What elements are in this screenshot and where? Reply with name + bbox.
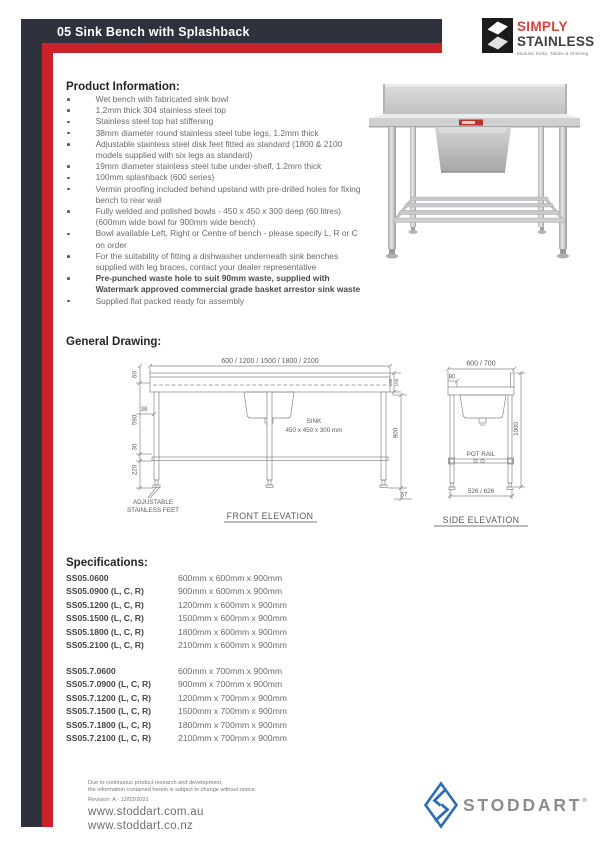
spec-size: 600mm x 600mm x 900mm	[178, 573, 283, 583]
dim-37: 37	[400, 491, 408, 499]
spec-row	[66, 613, 386, 626]
product-info-list	[66, 94, 368, 307]
spec-size: 1800mm x 600mm x 900mm	[178, 626, 287, 637]
bullet-dot-icon	[67, 98, 70, 101]
spec-row	[66, 693, 386, 706]
feet-label-2: STAINLESS FEET	[126, 507, 180, 514]
logo-tagline: Modular Sinks, Tables & Shelving	[517, 50, 589, 56]
sink-size-label: 450 x 450 x 300 mm	[285, 427, 343, 434]
spec-row	[66, 733, 386, 746]
dim-100: 100	[388, 378, 393, 387]
bullet-text: 100mm splashback (600 series)	[95, 172, 215, 183]
spec-size: 2100mm x 700mm x 900mm	[178, 732, 287, 743]
bullet-dot-icon	[67, 165, 70, 168]
bullet-text: For the suitability of fitting a dishwasher underneath sink benches supplied with leg braces, contact your dealer representative	[95, 250, 339, 273]
front-width-dim: 600 / 1200 / 1500 / 1800 / 2100	[221, 358, 319, 365]
bullet-dot-icon	[67, 233, 70, 236]
bullet-item	[66, 296, 368, 307]
bullet-dot-icon	[67, 300, 70, 303]
spec-model: SS05.1500 (L, C, R)	[66, 613, 144, 624]
spec-size: 1500mm x 600mm x 900mm	[178, 613, 287, 624]
bullet-dot-icon	[67, 143, 70, 146]
spec-group-700	[66, 666, 386, 746]
bullet-item	[66, 128, 368, 139]
bullet-item	[66, 161, 368, 172]
dim-80: 80	[448, 374, 456, 381]
spec-size: 1500mm x 700mm x 900mm	[178, 706, 287, 717]
bullet-item	[66, 206, 368, 228]
spec-model: SS05.0600	[66, 573, 109, 583]
spec-row	[66, 666, 386, 679]
dim-150: 150	[394, 378, 399, 387]
dim-60: 60	[131, 371, 139, 378]
spec-model: SS05.2100 (L, C, R)	[66, 639, 144, 650]
bullet-item	[66, 116, 368, 127]
stoddart-brand-text: STODDART	[463, 795, 583, 815]
dim-900: 900	[392, 427, 400, 439]
bullet-item	[66, 273, 368, 295]
spec-model: SS05.7.0600	[66, 666, 116, 676]
bullet-item	[66, 184, 368, 206]
stoddart-logo-icon	[422, 781, 460, 829]
bullet-text: Wet bench with fabricated sink bowl	[95, 94, 229, 104]
bullet-item	[66, 94, 368, 105]
spec-model: SS05.0900 (L, C, R)	[66, 586, 144, 597]
spec-model: SS05.7.1800 (L, C, R)	[66, 719, 152, 730]
bullet-dot-icon	[67, 177, 70, 180]
general-drawing	[60, 352, 595, 535]
footer-disclaimer	[88, 780, 256, 795]
revision-note: Revision: A - 12/03/2021	[88, 797, 149, 803]
general-drawing-heading: General Drawing:	[66, 336, 162, 348]
left-red-stripe	[42, 43, 53, 827]
bullet-dot-icon	[67, 109, 70, 112]
product-photo	[362, 72, 597, 280]
spec-size: 900mm x 700mm x 900mm	[178, 679, 283, 690]
bullet-text: Supplied flat packed ready for assembly	[95, 295, 245, 306]
spec-row	[66, 627, 386, 640]
bullet-dot-icon	[67, 188, 70, 191]
dim-526-626: 526 / 626	[467, 488, 495, 495]
spec-row	[66, 640, 386, 653]
bullet-text: Bowl available Left, Right or Centre of bench - please specify L, R or C on order	[95, 228, 358, 250]
spec-model: SS05.7.1200 (L, C, R)	[66, 692, 152, 703]
bullet-item	[66, 251, 368, 273]
simply-stainless-logo-text	[517, 20, 594, 56]
spec-size: 900mm x 600mm x 900mm	[178, 586, 283, 597]
bullet-dot-icon	[67, 121, 70, 124]
disclaimer-line-1: Due to continuous product research and development,	[88, 780, 223, 786]
spec-row	[66, 706, 386, 719]
spec-model: SS05.1800 (L, C, R)	[66, 626, 144, 637]
bullet-text: 1.2mm thick 304 stainless steel top	[95, 105, 226, 116]
pot-rail-label: POT RAIL	[466, 451, 496, 458]
logo-line-simply: SIMPLY	[517, 19, 568, 34]
stoddart-wordmark	[463, 795, 587, 816]
website-link-nz[interactable]: www.stoddart.co.nz	[88, 820, 194, 832]
bullet-dot-icon	[67, 255, 70, 258]
sink-bowl	[435, 127, 511, 172]
bullet-text: Fully welded and polished bowls - 450 x 450 x 300 deep (60 litres) (600mm wide bowl for 900mm wide bench)	[95, 206, 341, 228]
spec-row	[66, 586, 386, 599]
left-dark-stripe	[21, 19, 42, 827]
simply-stainless-logo-icon	[482, 18, 513, 53]
dim-38: 38	[140, 406, 148, 413]
spec-row	[66, 600, 386, 613]
bullet-text: Vermin proofing included behind upstand with pre-drilled holes for fixing bench to rear wall	[95, 183, 361, 205]
bullet-dot-icon	[67, 277, 70, 280]
spec-model: SS05.7.0900 (L, C, R)	[66, 679, 152, 690]
feet-label-1: ADJUSTABLE	[132, 499, 174, 506]
bullet-item	[66, 139, 368, 161]
header-red-bar	[42, 43, 442, 53]
spec-row	[66, 720, 386, 733]
dim-30: 30	[131, 443, 139, 451]
bullet-item	[66, 172, 368, 183]
front-elevation-caption: FRONT ELEVATION	[226, 511, 314, 521]
spec-model: SS05.1200 (L, C, R)	[66, 599, 144, 610]
disclaimer-line-2: the information contained herein is subject to change without notice.	[88, 787, 257, 794]
bullet-text: Stainless steel top hat stiffening	[95, 116, 214, 127]
bullet-text: Adjustable stainless steel disk feet fitted as standard (1800 & 2100 models supplied with six legs as standard)	[95, 138, 343, 161]
bullet-item	[66, 228, 368, 250]
spec-size: 600mm x 700mm x 900mm	[178, 666, 283, 676]
specifications-heading: Specifications:	[66, 557, 148, 569]
dim-1000: 1000	[513, 422, 520, 436]
bullet-text: Pre-punched waste hole to suit 90mm waste, supplied with Watermark approved commercial grade basket arrestor sink waste	[95, 273, 361, 295]
side-elevation-drawing	[434, 367, 528, 526]
sink-label: SINK	[306, 418, 322, 425]
dim-220: 220	[131, 464, 139, 476]
front-elevation-drawing	[136, 364, 412, 522]
registered-mark: ®	[582, 798, 587, 804]
spec-row	[66, 679, 386, 692]
logo-line-stainless: STAINLESS	[517, 34, 595, 49]
spec-model: SS05.7.1500 (L, C, R)	[66, 706, 152, 717]
dim-590: 590	[131, 414, 139, 426]
spec-size: 1200mm x 600mm x 900mm	[178, 599, 287, 610]
bullet-item	[66, 105, 368, 116]
bullet-text: 19mm diameter stainless steel tube under-shelf, 1.2mm thick	[95, 161, 322, 172]
page-title: 05 Sink Bench with Splashback	[57, 25, 250, 39]
side-elevation-caption: SIDE ELEVATION	[442, 515, 520, 525]
spec-size: 1800mm x 700mm x 900mm	[178, 719, 287, 730]
product-info-heading: Product Information:	[66, 81, 180, 93]
bench-top	[369, 114, 580, 128]
spec-size: 1200mm x 700mm x 900mm	[178, 692, 287, 703]
side-width-dim: 600 / 700	[466, 360, 496, 368]
spec-size: 2100mm x 600mm x 900mm	[178, 639, 287, 650]
bench-splashback	[383, 84, 567, 114]
website-link-au[interactable]: www.stoddart.com.au	[88, 806, 204, 818]
spec-model: SS05.7.2100 (L, C, R)	[66, 732, 152, 743]
bullet-dot-icon	[67, 210, 70, 213]
spec-row	[66, 573, 386, 586]
bullet-text: 38mm diameter round stainless steel tube legs, 1.2mm thick	[95, 127, 319, 138]
bullet-dot-icon	[67, 132, 70, 135]
spec-group-600	[66, 573, 386, 653]
